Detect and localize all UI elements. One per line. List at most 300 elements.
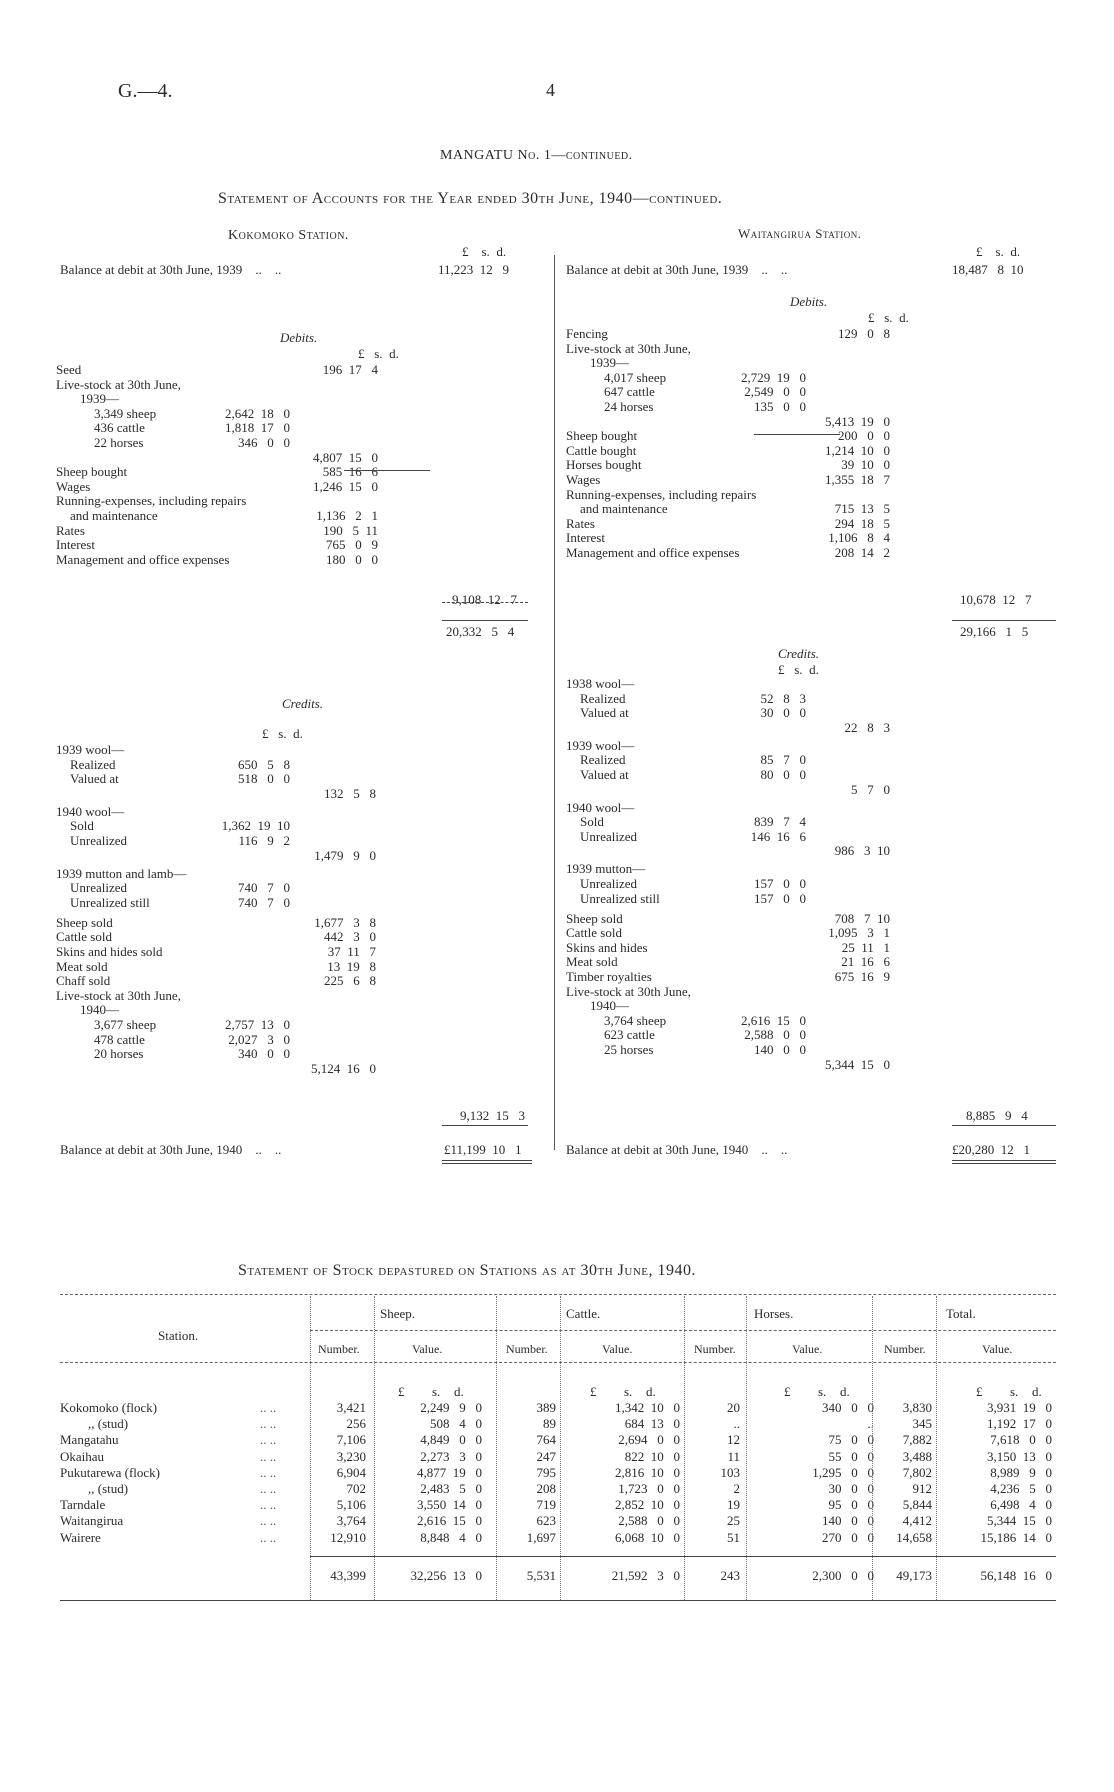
line-label: 436 cattle: [94, 420, 145, 436]
stock-title: Statement of Stock depastured on Stations as at 30th June, 1940.: [238, 1262, 697, 1279]
rule: [310, 1330, 1056, 1331]
column-rule: [746, 1296, 747, 1600]
table-cell-hn: 20: [727, 1400, 740, 1415]
leader-dots: .. ..: [260, 1448, 277, 1464]
line-sub-amount: 340 0 0: [238, 1046, 290, 1062]
col-cattle: Cattle.: [566, 1306, 601, 1321]
line-amount: 200 0 0: [838, 428, 890, 444]
table-cell-tn: 7,882: [902, 1432, 932, 1448]
line-label: 1939 wool—: [566, 737, 635, 753]
rule: [952, 1160, 1056, 1161]
line-amount: 37 11 7: [327, 944, 376, 959]
pence-head: d.: [840, 1384, 850, 1399]
table-row-station: Kokomoko (flock): [60, 1400, 158, 1415]
table-cell-sv: 2,483 5 0: [420, 1481, 482, 1496]
line-label: Unrealized: [70, 833, 128, 848]
line-label: Sheep bought: [56, 464, 128, 480]
line-amount: 196 17 4: [322, 362, 378, 377]
line-amount: 5,413 19 0: [825, 413, 890, 429]
rule: [442, 620, 528, 621]
line-sub-amount: 116 9 2: [238, 833, 290, 848]
subheader-number: Number.: [318, 1342, 360, 1356]
leader-dots: .. ..: [260, 1529, 277, 1545]
table-cell-sn: 702: [346, 1481, 366, 1496]
table-cell-hv: 55 0 0: [828, 1448, 874, 1464]
line-label: 3,764 sheep: [604, 1012, 667, 1028]
table-cell-sv: 3,550 14 0: [417, 1497, 482, 1513]
line-label: Unrealized: [580, 828, 638, 844]
table-cell-hv: 140 0 0: [822, 1513, 874, 1529]
line-label: Cattle sold: [566, 925, 622, 941]
line-sub-amount: 650 5 8: [238, 756, 290, 772]
accounts-subtitle: Statement of Accounts for the Year ended 30th June, 1940—continued.: [218, 190, 723, 207]
table-cell-tv: 15,186 14 0: [980, 1529, 1052, 1545]
rule: [60, 1362, 1056, 1363]
table-cell-sv: 2,616 15 0: [417, 1513, 482, 1529]
table-cell-tv: 1,192 17 0: [987, 1416, 1052, 1432]
page-number: 4: [546, 80, 555, 100]
line-amount: 5,344 15 0: [825, 1056, 890, 1072]
line-label: 647 cattle: [604, 384, 655, 400]
table-cell-tv: 3,931 19 0: [987, 1400, 1052, 1415]
line-label: Unrealized: [580, 876, 638, 891]
waitangirua-closing-label: Balance at debit at 30th June, 1940 .. ..: [566, 1142, 788, 1157]
waitangirua-opening-label: Balance at debit at 30th June, 1939 .. ..: [566, 262, 788, 277]
line-sub-amount: 157 0 0: [754, 876, 806, 891]
line-sub-amount: 1,818 17 0: [225, 420, 290, 436]
column-rule: [310, 1296, 311, 1600]
column-rule: [560, 1296, 561, 1600]
waitangirua-debits-currency: £ s. d.: [868, 310, 909, 325]
waitangirua-credits-currency: £ s. d.: [778, 662, 819, 677]
pence-head: d.: [646, 1384, 656, 1399]
table-cell-sn: 12,910: [330, 1529, 366, 1545]
table-cell-sn: 5,106: [336, 1497, 366, 1513]
waitangirua-heading: Waitangirua Station.: [738, 226, 862, 241]
rule: [952, 620, 1056, 621]
waitangirua-debit-total: 10,678 12 7: [960, 592, 1032, 607]
kokomoko-credit-total: 9,132 15 3: [460, 1108, 525, 1123]
line-amount: 442 3 0: [324, 929, 376, 945]
line-sub-amount: 740 7 0: [238, 880, 290, 896]
line-sub-amount: 2,549 0 0: [744, 384, 806, 400]
table-cell-cn: 89: [543, 1416, 556, 1432]
line-label: 3,349 sheep: [94, 405, 157, 421]
total-cell-cn: 5,531: [526, 1568, 556, 1583]
kokomoko-opening-amount: 11,223 12 9: [438, 262, 510, 277]
line-label: Sheep bought: [566, 428, 638, 444]
shilling-head: s.: [818, 1384, 827, 1399]
rule: [754, 434, 840, 435]
line-sub-amount: 146 16 6: [750, 828, 806, 844]
line-sub-amount: 740 7 0: [238, 894, 290, 910]
kokomoko-closing-amount: £11,199 10 1: [444, 1142, 522, 1157]
line-label: Live-stock at 30th June,: [56, 376, 181, 392]
line-label: Fencing: [566, 326, 608, 341]
table-cell-tv: 5,344 15 0: [987, 1513, 1052, 1529]
line-amount: 1,136 2 1: [316, 508, 378, 523]
line-label: Running-expenses, including repairs: [56, 493, 247, 509]
table-cell-cv: 1,723 0 0: [618, 1481, 680, 1496]
line-amount: 13 19 8: [327, 958, 376, 974]
table-row-station: Pukutarewa (flock): [60, 1464, 160, 1480]
line-label: Live-stock at 30th June,: [56, 987, 181, 1003]
line-amount: 39 10 0: [841, 457, 890, 473]
table-cell-sn: 3,421: [336, 1400, 366, 1415]
subheader-number: Number.: [884, 1342, 926, 1356]
line-label: 1940 wool—: [56, 803, 125, 819]
table-cell-hn: 25: [727, 1513, 740, 1529]
line-label: Sold: [70, 818, 94, 834]
line-amount: 190 5 11: [323, 522, 378, 538]
table-cell-tn: 5,844: [902, 1497, 932, 1513]
shilling-head: s.: [1010, 1384, 1019, 1399]
rule: [344, 470, 430, 471]
line-sub-amount: 2,757 13 0: [225, 1017, 290, 1032]
line-sub-amount: 839 7 4: [754, 814, 806, 830]
kokomoko-debit-total: 9,108 12 7: [452, 592, 517, 607]
table-cell-cv: 2,694 0 0: [618, 1432, 680, 1448]
table-cell-hn: 19: [727, 1497, 740, 1513]
table-cell-cv: 6,068 10 0: [615, 1529, 680, 1545]
table-cell-cn: 719: [536, 1497, 556, 1513]
table-cell-sn: 3,764: [336, 1513, 366, 1529]
line-amount: 225 6 8: [324, 973, 376, 989]
line-label: Unrealized still: [580, 890, 660, 906]
table-cell-sv: 2,249 9 0: [420, 1400, 482, 1415]
table-cell-hn: 2: [733, 1481, 740, 1496]
line-label: 1939 mutton and lamb—: [56, 865, 187, 881]
total-cell-tn: 49,173: [896, 1568, 932, 1583]
waitangirua-closing-amount: £20,280 12 1: [952, 1142, 1030, 1157]
line-label: Sold: [580, 814, 604, 830]
leader-dots: .. ..: [260, 1513, 277, 1529]
line-label: Chaff sold: [56, 973, 111, 989]
waitangirua-opening-amount: 18,487 8 10: [952, 262, 1024, 277]
line-label: Sheep sold: [566, 910, 623, 926]
subheader-value: Value.: [412, 1342, 443, 1356]
line-sub-amount: 52 8 3: [760, 690, 806, 706]
line-sub-amount: 2,027 3 0: [228, 1031, 290, 1047]
line-label: Seed: [56, 362, 82, 377]
col-total: Total.: [946, 1306, 976, 1321]
kokomoko-currency-head: [462, 244, 506, 260]
line-label: Interest: [56, 537, 95, 553]
line-sub-amount: 346 0 0: [238, 435, 290, 450]
line-label: Timber royalties: [566, 969, 652, 984]
table-cell-hn: ..: [733, 1416, 740, 1432]
rule: [442, 1125, 528, 1126]
line-label: 1940—: [590, 998, 629, 1014]
table-cell-cv: 2,852 10 0: [615, 1497, 680, 1513]
table-cell-cn: 623: [536, 1513, 556, 1529]
line-sub-amount: 140 0 0: [754, 1042, 806, 1057]
table-cell-cv: 2,816 10 0: [615, 1464, 680, 1480]
table-row-station: Waitangirua: [60, 1513, 124, 1529]
line-amount: 5,124 16 0: [311, 1060, 376, 1076]
leader-dots: .. ..: [260, 1400, 277, 1415]
line-label: Interest: [566, 530, 605, 546]
table-cell-sv: 8,848 4 0: [420, 1529, 482, 1545]
table-cell-sn: 6,904: [336, 1464, 366, 1480]
line-amount: 715 13 5: [834, 501, 890, 517]
table-cell-sn: 256: [346, 1416, 366, 1432]
rule: [952, 1125, 1056, 1126]
table-cell-tn: 7,802: [902, 1464, 932, 1480]
table-cell-cn: 247: [536, 1448, 556, 1464]
line-label: Horses bought: [566, 457, 642, 473]
kokomoko-heading: Kokomoko Station.: [228, 228, 349, 243]
pound-head: £: [590, 1384, 597, 1399]
line-label: Wages: [56, 478, 91, 494]
table-row-station: ,, (stud): [88, 1416, 129, 1432]
column-rule: [496, 1296, 497, 1600]
subheader-value: Value.: [792, 1342, 823, 1356]
leader-dots: .. ..: [260, 1464, 277, 1480]
table-cell-tn: 345: [912, 1416, 932, 1432]
waitangirua-debits-heading: Debits.: [790, 294, 828, 309]
table-cell-hv: ..: [867, 1416, 874, 1432]
subheader-value: Value.: [602, 1342, 633, 1356]
line-label: 1939—: [80, 391, 119, 407]
line-amount: 132 5 8: [324, 785, 376, 801]
table-cell-hv: 270 0 0: [822, 1529, 874, 1545]
line-label: Skins and hides: [566, 939, 648, 955]
line-amount: 25 11 1: [841, 939, 890, 955]
pound-head: £: [462, 244, 469, 259]
line-label: Unrealized still: [70, 894, 150, 910]
table-cell-cn: 1,697: [526, 1529, 556, 1545]
table-cell-tn: 912: [912, 1481, 932, 1496]
table-cell-hv: 75 0 0: [828, 1432, 874, 1448]
line-sub-amount: 85 7 0: [760, 752, 806, 768]
pound-head: £: [976, 1384, 983, 1399]
line-amount: 4,807 15 0: [313, 449, 378, 465]
line-amount: 1,246 15 0: [313, 478, 378, 494]
line-sub-amount: 80 0 0: [760, 767, 806, 782]
line-label: Valued at: [70, 771, 119, 787]
table-cell-cv: 2,588 0 0: [618, 1513, 680, 1529]
table-cell-tn: 3,488: [902, 1448, 932, 1464]
total-cell-cv: 21,592 3 0: [611, 1568, 680, 1583]
table-cell-hn: 103: [720, 1464, 740, 1480]
column-rule: [872, 1296, 873, 1600]
table-cell-hv: 95 0 0: [828, 1497, 874, 1513]
shilling-head: s.: [624, 1384, 633, 1399]
table-cell-tv: 7,618 0 0: [990, 1432, 1052, 1448]
line-label: Cattle sold: [56, 929, 112, 945]
line-label: 623 cattle: [604, 1027, 655, 1043]
line-amount: 1,214 10 0: [825, 442, 890, 458]
line-label: Running-expenses, including repairs: [566, 486, 757, 502]
pence-head: d.: [454, 1384, 464, 1399]
column-rule: [684, 1296, 685, 1600]
table-cell-sv: 4,849 0 0: [420, 1432, 482, 1448]
table-row-station: Wairere: [60, 1529, 101, 1545]
line-label: 1939 wool—: [56, 742, 125, 757]
column-rule: [374, 1296, 375, 1600]
table-row-station: ,, (stud): [88, 1481, 129, 1496]
line-amount: 986 3 10: [834, 843, 890, 859]
line-sub-amount: 2,616 15 0: [741, 1012, 806, 1028]
line-amount: 129 0 8: [838, 326, 890, 341]
line-amount: 1,479 9 0: [314, 847, 376, 863]
leader-dots: .. ..: [260, 1416, 277, 1432]
line-label: 1938 wool—: [566, 676, 635, 691]
leader-dots: .. ..: [260, 1497, 277, 1513]
rule: [442, 1163, 532, 1164]
line-label: Management and office expenses: [56, 551, 230, 567]
table-cell-cn: 795: [536, 1464, 556, 1480]
table-cell-cv: 684 13 0: [624, 1416, 680, 1432]
line-label: Rates: [56, 522, 85, 538]
col-horses: Horses.: [754, 1306, 794, 1321]
shilling-head: s.: [481, 244, 490, 259]
waitangirua-gross-total: 29,166 1 5: [960, 624, 1029, 639]
line-sub-amount: 135 0 0: [754, 399, 806, 414]
line-amount: 1,677 3 8: [314, 914, 376, 930]
rule: [952, 1163, 1056, 1164]
line-label: Skins and hides sold: [56, 944, 163, 959]
subheader-number: Number.: [506, 1342, 548, 1356]
line-label: Meat sold: [566, 954, 618, 970]
table-cell-cn: 764: [536, 1432, 556, 1448]
line-label: Meat sold: [56, 958, 108, 974]
total-cell-sn: 43,399: [330, 1568, 366, 1583]
line-label: 22 horses: [94, 435, 144, 450]
table-cell-cv: 1,342 10 0: [615, 1400, 680, 1415]
line-amount: 675 16 9: [834, 969, 890, 984]
line-amount: 585 16 6: [322, 464, 378, 480]
pound-head: £: [398, 1384, 405, 1399]
line-label: Management and office expenses: [566, 545, 740, 560]
line-label: 1940 wool—: [566, 799, 635, 815]
total-cell-sv: 32,256 13 0: [410, 1568, 482, 1583]
table-cell-tn: 3,830: [902, 1400, 932, 1415]
line-sub-amount: 30 0 0: [760, 705, 806, 721]
table-top-rule: [60, 1294, 1056, 1295]
table-row-station: Okaihau: [60, 1448, 105, 1464]
table-cell-tv: 3,150 13 0: [987, 1448, 1052, 1464]
line-sub-amount: 2,642 18 0: [225, 405, 290, 421]
line-sub-amount: 1,362 19 10: [221, 818, 290, 834]
line-label: Valued at: [580, 767, 629, 782]
subheader-value: Value.: [982, 1342, 1013, 1356]
kokomoko-debits-heading: Debits.: [280, 330, 318, 345]
table-bottom-rule: [60, 1600, 1056, 1601]
line-amount: 765 0 9: [326, 537, 378, 553]
table-cell-cn: 389: [536, 1400, 556, 1415]
line-label: Live-stock at 30th June,: [566, 340, 691, 356]
rule: [442, 1160, 532, 1161]
line-label: Realized: [580, 752, 626, 768]
line-label: Unrealized: [70, 880, 128, 896]
kokomoko-gross-total: 20,332 5 4: [446, 624, 515, 639]
line-label: 25 horses: [604, 1042, 654, 1057]
line-label: 478 cattle: [94, 1031, 145, 1047]
line-sub-amount: 157 0 0: [754, 890, 806, 906]
waitangirua-credit-total: 8,885 9 4: [966, 1108, 1028, 1123]
kokomoko-credits-heading: Credits.: [282, 696, 324, 711]
line-label: 1939—: [590, 355, 629, 371]
waitangirua-credits-heading: Credits.: [778, 646, 820, 661]
line-amount: 1,106 8 4: [828, 530, 890, 546]
kokomoko-credits-currency: £ s. d.: [262, 726, 303, 741]
kokomoko-debits-currency: £ s. d.: [358, 346, 399, 361]
line-amount: 708 7 10: [834, 910, 890, 926]
total-cell-hv: 2,300 0 0: [812, 1568, 874, 1583]
table-cell-sn: 3,230: [336, 1448, 366, 1464]
line-label: 24 horses: [604, 399, 654, 414]
table-row-station: Mangatahu: [60, 1432, 119, 1448]
line-label: 4,017 sheep: [604, 369, 667, 385]
line-label: and maintenance: [580, 501, 668, 517]
line-amount: 208 14 2: [834, 545, 890, 560]
table-cell-sv: 508 4 0: [430, 1416, 482, 1432]
table-cell-hv: 340 0 0: [822, 1400, 874, 1415]
leader-dots: .. ..: [260, 1481, 277, 1496]
line-label: and maintenance: [70, 508, 158, 523]
waitangirua-currency-head: £ s. d.: [976, 244, 1021, 259]
doc-reference: G.—4.: [118, 80, 173, 102]
table-cell-tv: 4,236 5 0: [990, 1481, 1052, 1496]
line-amount: 1,095 3 1: [828, 925, 890, 941]
line-label: 3,677 sheep: [94, 1017, 157, 1032]
table-cell-hn: 11: [727, 1448, 740, 1464]
table-cell-hv: 30 0 0: [828, 1481, 874, 1496]
table-cell-tv: 6,498 4 0: [990, 1497, 1052, 1513]
table-cell-tv: 8,989 9 0: [990, 1464, 1052, 1480]
table-row-station: Tarndale: [60, 1497, 106, 1513]
line-sub-amount: 2,729 19 0: [741, 369, 806, 385]
line-label: Rates: [566, 515, 595, 531]
column-divider: [554, 255, 555, 1150]
table-cell-sv: 4,877 19 0: [417, 1464, 482, 1480]
line-amount: 1,355 18 7: [825, 472, 890, 487]
col-sheep: Sheep.: [380, 1306, 416, 1321]
table-cell-hn: 12: [727, 1432, 740, 1448]
line-amount: 21 16 6: [841, 954, 890, 970]
line-amount: 180 0 0: [326, 551, 378, 567]
line-label: Sheep sold: [56, 914, 113, 930]
line-sub-amount: 518 0 0: [238, 771, 290, 787]
line-label: Wages: [566, 472, 601, 487]
line-label: Realized: [580, 690, 626, 706]
subheader-number: Number.: [694, 1342, 736, 1356]
total-cell-tv: 56,148 16 0: [980, 1568, 1052, 1583]
line-label: 1940—: [80, 1002, 119, 1018]
pound-head: £: [784, 1384, 791, 1399]
table-cell-hn: 51: [727, 1529, 740, 1545]
table-cell-sn: 7,106: [336, 1432, 366, 1448]
table-cell-tn: 14,658: [896, 1529, 932, 1545]
line-label: Realized: [70, 756, 116, 772]
table-cell-hv: 1,295 0 0: [812, 1464, 874, 1480]
pence-head: d.: [1032, 1384, 1042, 1399]
line-label: Live-stock at 30th June,: [566, 983, 691, 999]
pence-head: d.: [496, 244, 507, 259]
line-amount: 294 18 5: [834, 515, 890, 531]
table-cell-cn: 208: [536, 1481, 556, 1496]
column-rule: [936, 1296, 937, 1600]
kokomoko-closing-label: Balance at debit at 30th June, 1940 .. ..: [60, 1142, 282, 1157]
table-cell-sv: 2,273 3 0: [420, 1448, 482, 1464]
table-cell-cv: 822 10 0: [624, 1448, 680, 1464]
line-amount: 5 7 0: [851, 781, 890, 797]
leader-dots: .. ..: [260, 1432, 277, 1448]
table-cell-tn: 4,412: [902, 1513, 932, 1529]
line-sub-amount: 2,588 0 0: [744, 1027, 806, 1043]
